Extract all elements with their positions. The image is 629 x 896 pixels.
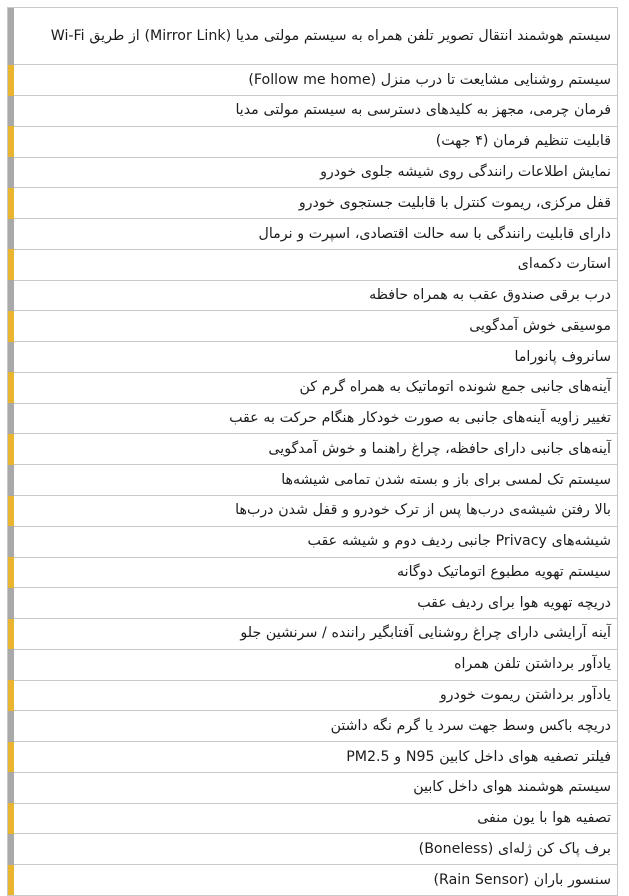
row-marker-yellow bbox=[8, 742, 15, 773]
table-row bbox=[8, 280, 618, 311]
row-marker-yellow bbox=[8, 249, 15, 280]
row-marker-gray bbox=[8, 834, 15, 865]
feature-label: دارای قابلیت رانندگی با سه حالت اقتصادی، اسپرت و نرمال bbox=[14, 219, 618, 250]
row-marker-yellow bbox=[8, 680, 15, 711]
feature-table-body bbox=[8, 8, 618, 896]
row-marker-yellow bbox=[8, 865, 15, 896]
table-row bbox=[8, 711, 618, 742]
table-row bbox=[8, 680, 618, 711]
feature-label: فرمان چرمی، مجهز به کلیدهای دسترسی به سیستم مولتی مدیا bbox=[14, 96, 618, 127]
table-row bbox=[8, 219, 618, 250]
table-row bbox=[8, 557, 618, 588]
table-row bbox=[8, 588, 618, 619]
feature-label: سیستم هوشمند انتقال تصویر تلفن همراه به سیستم مولتی مدیا (Mirror Link) از طریق Wi-Fi bbox=[14, 8, 618, 65]
row-marker-yellow bbox=[8, 496, 15, 527]
row-marker-gray bbox=[8, 342, 15, 373]
row-marker-gray bbox=[8, 219, 15, 250]
row-marker-yellow bbox=[8, 803, 15, 834]
table-row bbox=[8, 496, 618, 527]
feature-label: برف پاک کن ژله‌ای (Boneless) bbox=[14, 834, 618, 865]
row-marker-gray bbox=[8, 280, 15, 311]
row-marker-yellow bbox=[8, 434, 15, 465]
feature-label: نمایش اطلاعات رانندگی روی شیشه جلوی خودرو bbox=[14, 157, 618, 188]
row-marker-yellow bbox=[8, 372, 15, 403]
table-row bbox=[8, 403, 618, 434]
feature-label: قابلیت تنظیم فرمان (۴ جهت) bbox=[14, 126, 618, 157]
feature-label: درب برقی صندوق عقب به همراه حافظه bbox=[14, 280, 618, 311]
feature-table bbox=[7, 7, 618, 896]
feature-label: آینه‌های جانبی دارای حافظه، چراغ راهنما و خوش آمدگویی bbox=[14, 434, 618, 465]
row-marker-gray bbox=[8, 649, 15, 680]
row-marker-gray bbox=[8, 8, 15, 65]
table-row bbox=[8, 434, 618, 465]
feature-label: فیلتر تصفیه هوای داخل کابین N95 و PM2.5 bbox=[14, 742, 618, 773]
table-row bbox=[8, 649, 618, 680]
table-row bbox=[8, 465, 618, 496]
feature-label: سیستم تک لمسی برای باز و بسته شدن تمامی شیشه‌ها bbox=[14, 465, 618, 496]
table-row bbox=[8, 865, 618, 896]
feature-label: یادآور برداشتن تلفن همراه bbox=[14, 649, 618, 680]
table-row bbox=[8, 742, 618, 773]
feature-label: بالا رفتن شیشه‌ی درب‌ها پس از ترک خودرو و قفل شدن درب‌ها bbox=[14, 496, 618, 527]
feature-label: آینه‌های جانبی جمع شونده اتوماتیک به همراه گرم کن bbox=[14, 372, 618, 403]
table-row bbox=[8, 126, 618, 157]
feature-label: سیستم تهویه مطبوع اتوماتیک دوگانه bbox=[14, 557, 618, 588]
row-marker-gray bbox=[8, 772, 15, 803]
feature-label: سانروف پانوراما bbox=[14, 342, 618, 373]
table-row bbox=[8, 65, 618, 96]
table-row bbox=[8, 526, 618, 557]
row-marker-gray bbox=[8, 157, 15, 188]
table-row bbox=[8, 372, 618, 403]
feature-label: موسیقی خوش آمدگویی bbox=[14, 311, 618, 342]
row-marker-yellow bbox=[8, 619, 15, 650]
table-row bbox=[8, 619, 618, 650]
table-row bbox=[8, 8, 618, 65]
table-row bbox=[8, 96, 618, 127]
feature-label: دریچه باکس وسط جهت سرد یا گرم نگه داشتن bbox=[14, 711, 618, 742]
feature-label: سنسور باران (Rain Sensor) bbox=[14, 865, 618, 896]
row-marker-yellow bbox=[8, 65, 15, 96]
table-row bbox=[8, 249, 618, 280]
row-marker-gray bbox=[8, 465, 15, 496]
feature-label: تصفیه هوا با یون منفی bbox=[14, 803, 618, 834]
feature-label: آینه آرایشی دارای چراغ روشنایی آفتابگیر راننده / سرنشین جلو bbox=[14, 619, 618, 650]
table-row bbox=[8, 188, 618, 219]
row-marker-gray bbox=[8, 711, 15, 742]
row-marker-gray bbox=[8, 588, 15, 619]
feature-label: استارت دکمه‌ای bbox=[14, 249, 618, 280]
table-row bbox=[8, 803, 618, 834]
row-marker-yellow bbox=[8, 311, 15, 342]
table-row bbox=[8, 157, 618, 188]
table-row bbox=[8, 342, 618, 373]
row-marker-gray bbox=[8, 526, 15, 557]
feature-label: سیستم هوشمند هوای داخل کابین bbox=[14, 772, 618, 803]
row-marker-gray bbox=[8, 403, 15, 434]
table-row bbox=[8, 311, 618, 342]
row-marker-yellow bbox=[8, 126, 15, 157]
feature-label: شیشه‌های Privacy جانبی ردیف دوم و شیشه عقب bbox=[14, 526, 618, 557]
table-row bbox=[8, 834, 618, 865]
row-marker-yellow bbox=[8, 557, 15, 588]
feature-label: یادآور برداشتن ریموت خودرو bbox=[14, 680, 618, 711]
feature-label: دریچه تهویه هوا برای ردیف عقب bbox=[14, 588, 618, 619]
table-row bbox=[8, 772, 618, 803]
feature-label: تغییر زاویه آینه‌های جانبی به صورت خودکار هنگام حرکت به عقب bbox=[14, 403, 618, 434]
row-marker-gray bbox=[8, 96, 15, 127]
row-marker-yellow bbox=[8, 188, 15, 219]
feature-label: سیستم روشنایی مشایعت تا درب منزل (Follow me home) bbox=[14, 65, 618, 96]
feature-label: قفل مرکزی، ریموت کنترل با قابلیت جستجوی خودرو bbox=[14, 188, 618, 219]
